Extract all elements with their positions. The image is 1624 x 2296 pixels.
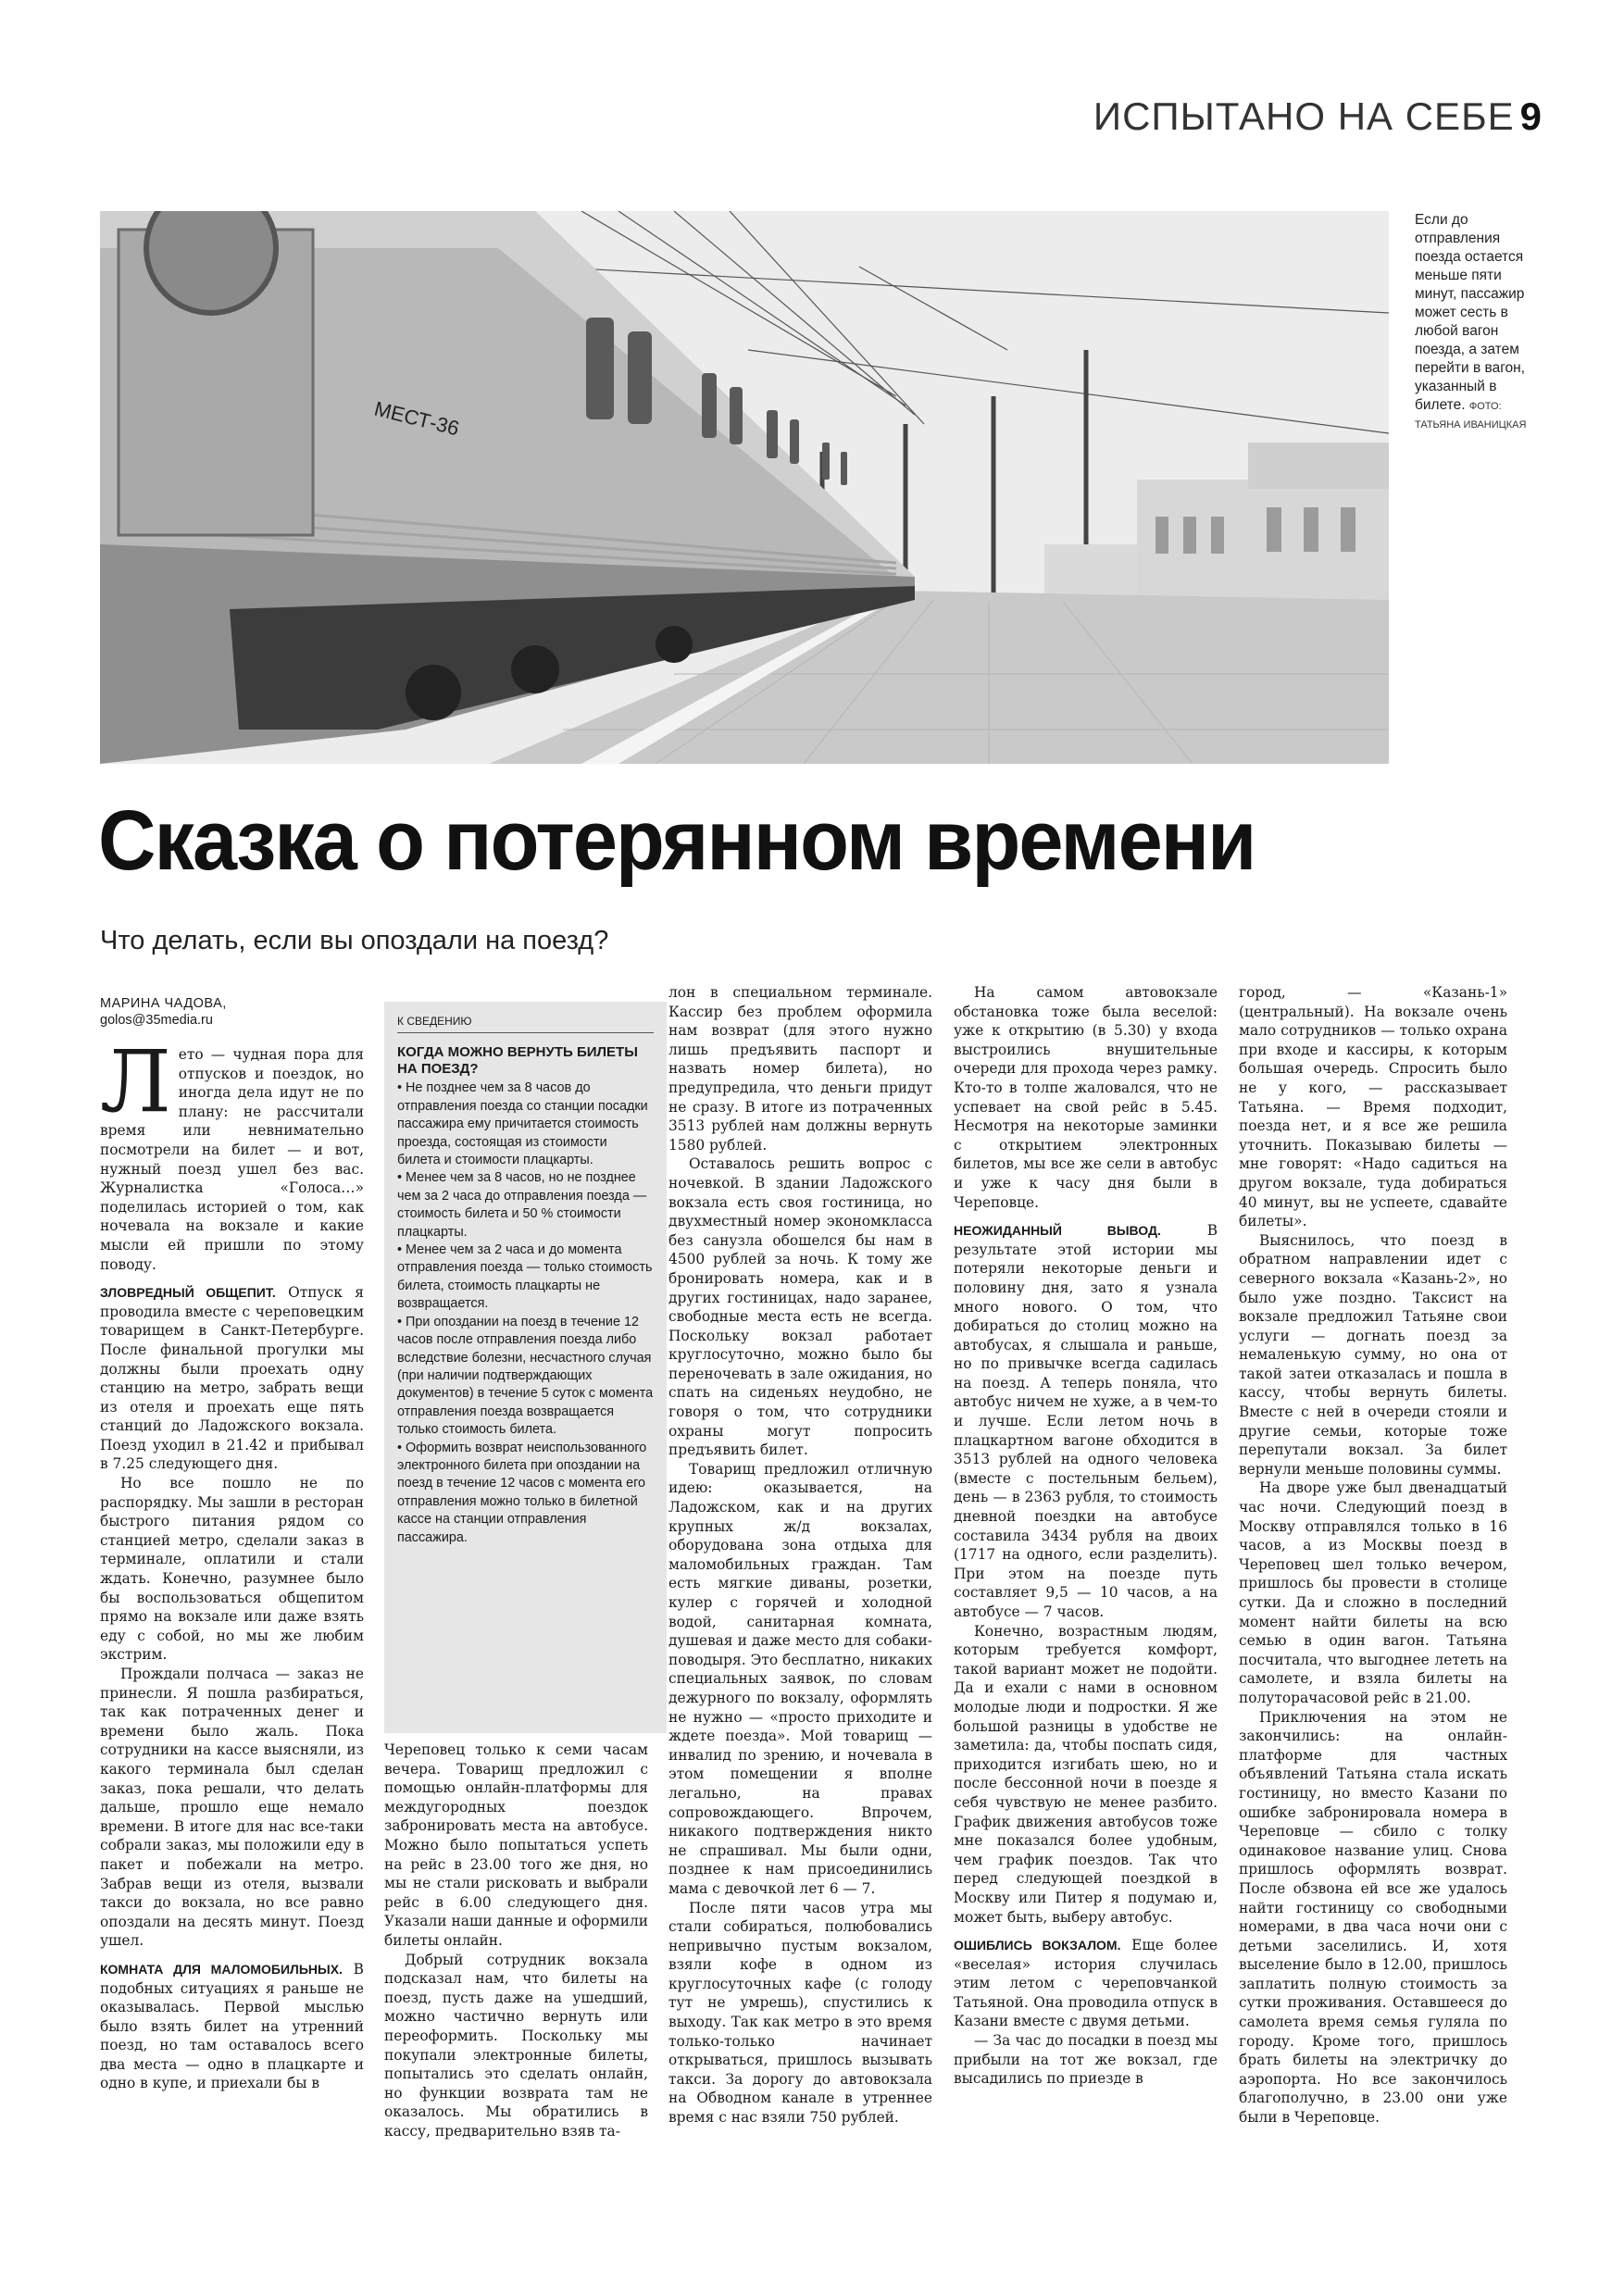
author-name: МАРИНА ЧАДОВА, — [100, 996, 227, 1011]
paragraph: Отпуск я проводила вместе с череповецким товарищем в Санкт-Петербурге. После финальной прогулки мы должны были проехать одну станцию на метро, забрать вещи из отеля и проехать еще пять станций до Ладожского вокзала. Поезд уходил в 21.42 и прибывал в 7.25 следующего дня. — [100, 1284, 364, 1473]
subhead-zlovredny: ЗЛОВРЕДНЫЙ ОБЩЕПИТ. — [100, 1285, 276, 1301]
sidebar-item: • Не позднее чем за 8 часов до отправления поезда со станции посадки пассажира ему причитается стоимость проезда, состоящая из стоимости билета и стоимости плацкарты. — [397, 1080, 648, 1168]
caption-text: Если до отправления поезда остается меньше пяти минут, пассажир может сесть в любой вагон поезда, а затем перейти в вагон, указанный в билете. — [1415, 212, 1525, 413]
photo-credit-name: ТАТЬЯНА ИВАНИЦКАЯ — [1415, 419, 1527, 430]
sidebar-item: • Оформить возврат неиспользованного электронного билета при опоздании на поезд в течение 12 часов с момента его отправления можно только в билетной кассе на станции отправления пассажира. — [397, 1440, 647, 1545]
paragraph: Еще более «веселая» история случилась этим летом с череповчанкой Татьяной. Она проводила отпуск в Казани вместе с двумя детьми. — [954, 1937, 1218, 2030]
paragraph: После пяти часов утра мы стали собираться, полюбовались непривычно пустым вокзалом, взяли кофе в одном из круглосуточных кафе (с голоду тут не умрешь), спустились к выходу. Так как метро в это время только-только начинает открываться, пришлось вызывать такси. За дорогу до автовокзала на Обводном канале в утреннее время с нас взяли 750 рублей. — [668, 1899, 932, 2127]
paragraph: В подобных ситуациях я раньше не оказывалась. Первой мыслью было взять билет на утренний поезд, но там оставалось всего два места — одно в плацкарте и одно в купе, и приехали бы в — [100, 1960, 364, 2092]
subhead-neozhidanny: НЕОЖИДАННЫЙ ВЫВОД. — [954, 1223, 1161, 1239]
dropcap: Л — [100, 1032, 171, 1131]
headline: Сказка о потерянном времени — [98, 793, 1255, 888]
paragraph: Добрый сотрудник вокзала подсказал нам, что билеты на поезд, пусть даже на ушедший, можно частично вернуть или переоформить. Поскольку мы покупали электронные билеты, попытались это сделать онлайн, но функции возврата там не оказалось. Мы обратились в кассу, предварительно взяв та- — [384, 1951, 648, 2140]
train-station-illustration — [100, 211, 1389, 764]
paragraph: город, — «Казань-1» (центральный). На вокзале очень мало сотрудников — только охрана при входе и кассиры, к которым большая очередь. Спросить было не у кого, — рассказывает Татьяна. — Время подходит, поезда нет, и я все же решила уточнить. Показываю билеты — мне говорят: «Надо садиться на другом вокзале, туда добираться 40 минут, вы не успеете, сдавайте билеты». — [1239, 984, 1507, 1230]
subhead-komnata: КОМНАТА ДЛЯ МАЛОМОБИЛЬНЫХ. — [100, 1961, 343, 1977]
section-header — [1093, 94, 1543, 139]
paragraph: Оставалось решить вопрос с ночевкой. В здании Ладожского вокзала есть своя гостиница, но двухместный номер экономкласса без санузла обошелся бы нам в 4500 рублей за ночь. К тому же бронировать номера, как и в других гостиницах, надо заранее, свободные места есть не всегда. Поскольку вокзал работает круглосуточно, можно было бы переночевать в зале ожидания, но спать на сиденьях неудобно, не говоря о том, что сотрудники охраны могут попросить предъявить билет. — [668, 1155, 932, 1459]
paragraph: Прождали полчаса — заказ не принесли. Я пошла разбираться, так как потраченных денег и времени было жаль. Пока сотрудники на кассе выясняли, из какого терминала был сделан заказ, пока решали, что делать дальше, прошло еще немало времени. В итоге для нас все-таки собрали заказ, мы положили еду в пакет и побежали на метро. Забрав вещи из отеля, вызвали такси до вокзала, но все равно опоздали на десять минут. Поезд ушел. — [100, 1666, 364, 1950]
info-sidebar — [384, 1002, 667, 1733]
column-2 — [384, 1741, 648, 2140]
paragraph: Конечно, возрастным людям, которым требуется комфорт, такой вариант может не подойти. Да и ехали с нами в основном молодые люди и подростки. Я же большой разницы в удобстве не заметила: да, чтобы поспать сидя, приходится изгибать шею, но и после бессонной ночи в поезде я себя чувствую не менее разбито. График движения автобусов тоже мне показался более удобным, чем график поездов. Так что перед следующей поездкой в Москву или Питер я подумаю и, может быть, выберу автобус. — [954, 1622, 1218, 1926]
paragraph: Выяснилось, что поезд в обратном направлении идет с северного вокзала «Казань-2», но было уже поздно. Таксист на вокзале предложил Татьяне свои услуги — догнать поезд за немаленькую сумму, но она от такой затеи отказалась и пошла в кассу, чтобы вернуть билеты. Вместе с ней в очереди стояли и другие семьи, которые тоже перепутали вокзал. За билет вернули меньше половины суммы. — [1239, 1231, 1507, 1478]
subhead-oshiblis: ОШИБЛИСЬ ВОКЗАЛОМ. — [954, 1938, 1121, 1953]
byline — [100, 995, 364, 1029]
subheadline: Что делать, если вы опоздали на поезд? — [100, 926, 609, 955]
column-3 — [668, 983, 932, 2128]
car-label: МЕСТ-36 — [371, 396, 462, 441]
column-4 — [954, 983, 1218, 2089]
paragraph: Но все пошло не по распорядку. Мы зашли в ресторан быстрого питания рядом со станцией метро, сделали заказ в терминале, оплатили и стали ждать. Конечно, разумнее было бы воспользоваться общепитом прямо на вокзале или даже взять еду с собой, но мы же любим экстрим. — [100, 1475, 364, 1664]
train-photo — [100, 211, 1389, 764]
sidebar-item: • Менее чем за 8 часов, но не позднее чем за 2 часа до отправления поезда — стоимость билета и 50 % стоимости плацкарты. — [397, 1170, 647, 1240]
paragraph: Череповец только к семи часам вечера. Товарищ предложил с помощью онлайн-платформы для междугородных поездок забронировать места на автобусе. Можно было попытаться успеть на рейс в 23.00 того же дня, но мы не стали рисковать и выбрали рейс в 6.00 следующего дня. Указали наши данные и оформили билеты онлайн. — [384, 1741, 648, 1949]
section-title: ИСПЫТАНО НА СЕБЕ — [1093, 94, 1515, 138]
photo-caption — [1415, 211, 1535, 433]
paragraph: Товарищ предложил отличную идею: оказывается, на Ладожском, как и на других крупных ж/д вокзалах, оборудована зона отдыха для маломобильных граждан. Там есть мягкие диваны, розетки, кулер с горячей и холодной водой, санитарная комната, душевая и даже место для собаки-поводыря. Это бесплатно, никаких специальных заявок, по словам дежурного по вокзалу, оформлять не нужно — «просто приходите и ждете поезда». Мой товарищ — инвалид по зрению, и ночевала в этом помещении я вполне легально, на правах сопровождающего. Впрочем, никакого подтверждения никто не спрашивал. Мы были одни, позднее к нам присоединились мама с девочкой лет 6 — 7. — [668, 1460, 932, 1897]
photo-credit-label: ФОТО: — [1468, 401, 1502, 412]
paragraph: На самом автовокзале обстановка тоже была веселой: уже к открытию (в 5.30) у входа выстроились внушительные очереди для прохода через рамку. Кто-то в толпе жаловался, что не успевает на свой рейс в 5.45. Несмотря на некоторые заминки с открытием электронных билетов, мы все же сели в автобус и уже к часу дня были в Череповце. — [954, 984, 1218, 1211]
paragraph: На дворе уже был двенадцатый час ночи. Следующий поезд в Москву отправлялся только в 16 часов, а из Москвы поезд в Череповец шел только вечером, пришлось бы провести в столице сутки. Да и сложно в последний момент найти билеты на всю семью в один вагон. Татьяна посчитала, что выгоднее лететь на самолете, и взяла билеты на полуторачасовой рейс в 21.00. — [1239, 1479, 1507, 1706]
paragraph: — За час до посадки в поезд мы прибыли на тот же вокзал, где высадились по приезде в — [954, 2032, 1218, 2088]
paragraph: Приключения на этом не закончились: на онлайн-платформе для частных объявлений Татьяна стала искать гостиницу, но вместо Казани по ошибке забронировала номера в Череповце — сбило с толку одинаковое название улиц. Снова пришлось оформлять возврат. После обзвона ей все же удалось найти гостиницу со свободными номерами, в два часа ночи они с детьми заселились. И, хотя выселение было в 12.00, пришлось заплатить полную стоимость за сутки проживания. Оставшееся до самолета время семья гуляла по городу. Кроме того, пришлось брать билеты на электричку до аэропорта. Но все закончилось благополучно, в 23.00 они уже были в Череповце. — [1239, 1708, 1507, 2127]
sidebar-title: КОГДА МОЖНО ВЕРНУТЬ БИЛЕТЫ НА ПОЕЗД? — [397, 1044, 638, 1078]
paragraph: В результате этой истории мы потеряли некоторые деньги и половину дня, зато я узнала много нового. О том, что добираться до столиц можно на автобусах, я слышала и раньше, но по привычке всегда садилась на поезд. А теперь поняла, что автобус ничем не хуже, а в чем-то и лучше. Если летом ночь в плацкартном вагоне обходится в 3513 рублей на одного человека (вместе с постельным бельем), день — в 2363 рубля, то стоимость дневной поездки на автобусе составила 3434 рубля на двоих (1717 на одного, если разделить). При этом на поезде путь составляет 9,5 — 10 часов, а на автобусе — 7 часов. — [954, 1222, 1218, 1620]
author-email: golos@35media.ru — [100, 1013, 213, 1028]
page-number: 9 — [1519, 94, 1543, 138]
column-1 — [100, 995, 364, 2093]
column-5 — [1239, 983, 1507, 2128]
sidebar-item: • При опоздании на поезд в течение 12 часов после отправления поезда либо вследствие болезни, несчастного случая (при наличии подтверждающих документов) в течение 5 суток с момента отправления поезда возвращается только стоимость билета. — [397, 1314, 654, 1438]
sidebar-item: • Менее чем за 2 часа и до момента отправления поезда — только стоимость билета, стоимость плацкарты не возвращается. — [397, 1242, 653, 1312]
sidebar-tag: К СВЕДЕНИЮ — [397, 1013, 654, 1033]
paragraph: лон в специальном терминале. Кассир без проблем оформила нам возврат (для этого нужно лишь предъявить паспорт и назвать номер билета), но предупредила, что деньги придут не сразу. В итоге из потраченных 3513 рублей нам должны вернуть 1580 рублей. — [668, 984, 932, 1154]
intro-paragraph: ето — чудная пора для отпусков и поездок, но иногда дела идут не по плану: не рассчитали время или невнимательно посмотрели на билет — и вот, нужный поезд ушел без вас. Журналистка «Голоса…» поделилась историей о том, как ночевала на вокзале и какие мысли ей пришли по этому поводу. — [100, 1046, 364, 1273]
